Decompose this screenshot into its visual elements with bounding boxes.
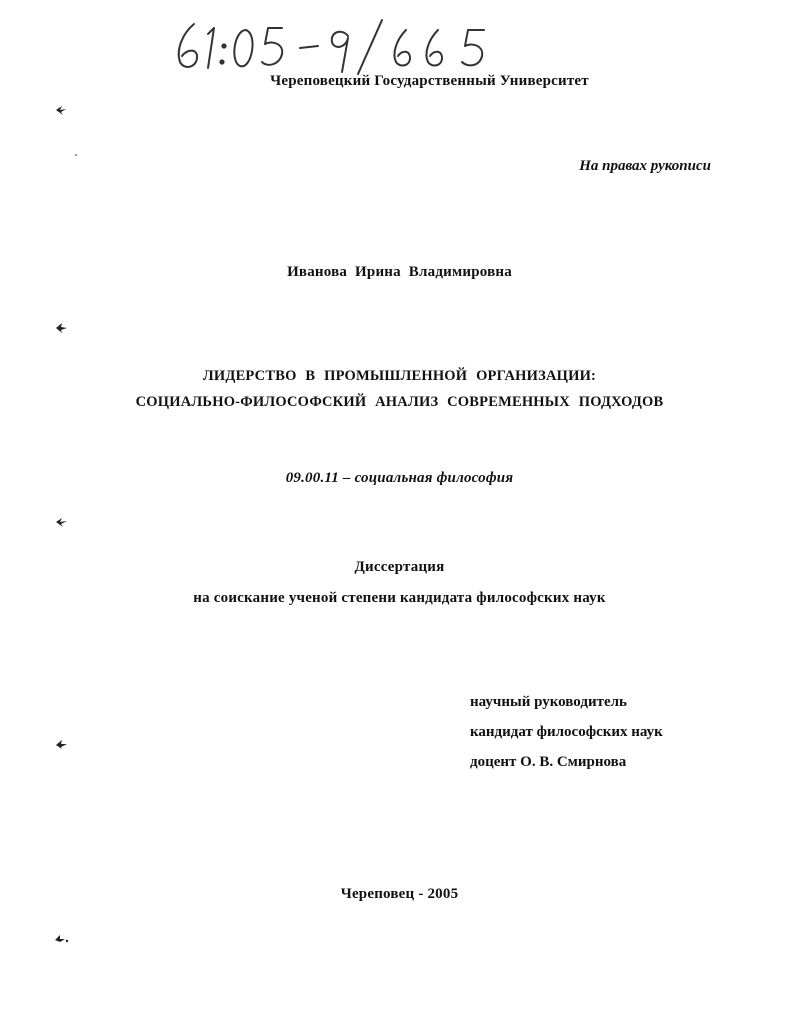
rights-notice: На правах рукописи (579, 158, 711, 174)
university-name: Череповецкий Государственный Университет (270, 73, 589, 89)
specialty-code: 09.00.11 – социальная философия (285, 470, 514, 486)
dissertation-title-line-1: ЛИДЕРСТВО В ПРОМЫШЛЕННОЙ ОРГАНИЗАЦИИ: (202, 368, 597, 384)
dissertation-title-line-2: СОЦИАЛЬНО-ФИЛОСОФСКИЙ АНАЛИЗ СОВРЕМЕННЫХ ПОДХОДОВ (135, 394, 664, 410)
binding-mark-icon (54, 104, 70, 116)
advisor-degree: кандидат философских наук (470, 724, 663, 740)
author-name: Иванова Ирина Владимировна (287, 264, 512, 280)
binding-mark-icon (54, 932, 70, 944)
binding-mark-icon (54, 322, 70, 334)
advisor-role: научный руководитель (470, 694, 627, 710)
advisor-name: доцент О. В. Смирнова (470, 754, 627, 770)
scan-speck (75, 154, 77, 156)
binding-mark-icon (54, 738, 70, 750)
city-year: Череповец - 2005 (340, 886, 459, 902)
dissertation-type: Диссертация (354, 559, 445, 575)
handwritten-library-code (172, 16, 502, 76)
degree-sought: на соискание ученой степени кандидата философских наук (193, 590, 606, 606)
binding-mark-icon (54, 516, 70, 528)
